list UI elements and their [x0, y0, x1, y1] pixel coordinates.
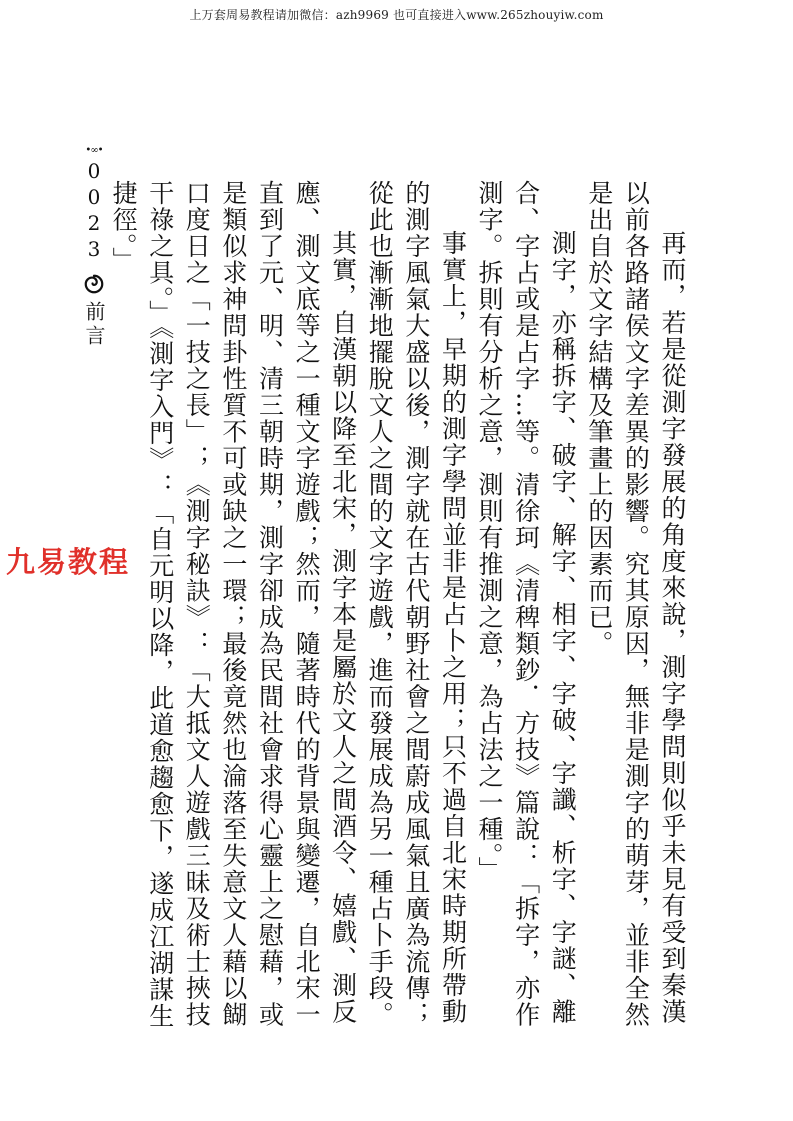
top-banner: 上万套周易教程请加微信：azh9969 也可直接进入www.265zhouyiw.com — [189, 8, 604, 22]
watermark-logo: 九易教程 — [6, 545, 131, 579]
paragraph-4 — [105, 180, 361, 1040]
body-text — [105, 180, 691, 1040]
paragraph-2 — [470, 180, 580, 1040]
paragraph-text: 測字，亦稱拆字、破字、解字、相字、字破、字讖、析字、字謎、離合、字占或是占字…等。清徐珂《清稗類鈔．方技》篇說：「拆字，亦作測字。拆則有分析之意，測則有推測之意，為占法之一種。」 — [475, 180, 578, 1028]
paragraph-text: 其實，自漢朝以降至北宋，測字本是屬於文人之間酒令、嬉戲、測反應、測文底等之一種文字遊戲；然而，隨著時代的背景與變遷，自北宋一直到了元、明、清三朝時期，測字卻成為民間社會求得心靈上之慰藉，或是類似求神問卦性質不可或缺之一環；最後竟然也淪落至失意文人藉以餬口度日之「一技之長」；《測字秘訣》：「大抵文人遊戲三昧及術士挾技干祿之具。」《測字入門》：「自元明以降，此道愈趨愈下，遂成江湖謀生捷徑。」 — [109, 180, 358, 1030]
paragraph-text: 事實上，早期的測字學問並非是占卜之用；只不過自北宋時期所帶動的測字風氣大盛以後，測字就在古代朝野社會之間蔚成風氣且廣為流傳；從此也漸漸地擺脫文人之間的文字遊戲，進而發展成為另一種占卜手段。 — [365, 180, 468, 1028]
page-number: 0023 — [82, 159, 106, 263]
paragraph-3 — [361, 180, 471, 1040]
ornament-divider: •∞• — [85, 145, 103, 156]
paragraph-text: 再而，若是從測字發展的角度來說，測字學問則似乎未見有受到秦漢以前各路諸侯文字差異的影響。究其原因，無非是測字的萌芽，並非全然是出自於文字結構及筆畫上的因素而已。 — [584, 180, 687, 1028]
paragraph-1 — [580, 180, 690, 1040]
swirl-icon — [83, 273, 105, 295]
page-margin-marker — [72, 145, 116, 349]
section-title: 前言 — [82, 301, 106, 349]
